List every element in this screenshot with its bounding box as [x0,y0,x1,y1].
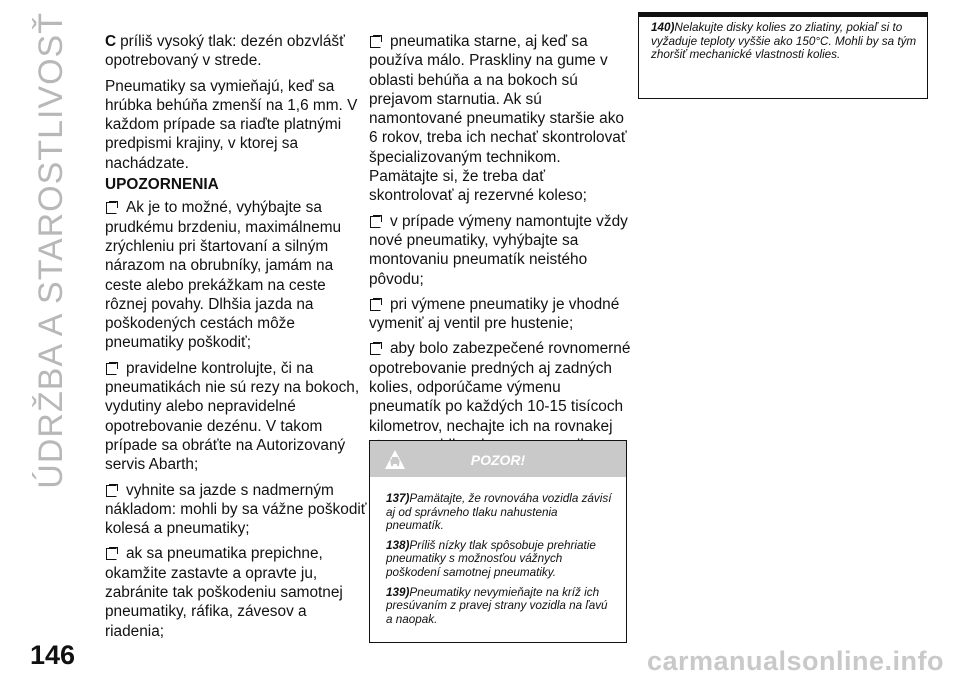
warning-note [386,492,616,533]
note-number: 140) [651,21,675,34]
list-item [105,481,367,539]
list-item [105,544,367,640]
checkbox-bullet-icon [369,215,382,227]
note-text: Príliš nízky tlak spôsobuje prehriatie pneumatiky s možnosťou vážnych poškodení samotnej pneumatiky. [386,538,596,579]
note-text: Nelakujte disky kolies zo zliatiny, pokiaľ si to vyžaduje teploty vyššie ako 150°C. Mohli by sa tým zhoršiť mechanické vlastnosti kolies. [651,21,917,62]
list-item-text: Ak je to možné, vyhýbajte sa prudkému brzdeniu, maximálnemu zrýchleniu pri štartovaní a silným nárazom na obrubníky, jamám na ceste alebo prekážkam na ceste rôznej povahy. Dlhšia jazda na poškodených cestách môže pneumatiky poškodiť; [105,199,342,352]
list-item-text: pravidelne kontrolujte, či na pneumatikách nie sú rezy na bokoch, vydutiny alebo nepravidelné opotrebovanie dezénu. V takom prípade sa obráťte na Autorizovaný servis Abarth; [105,359,360,474]
note-number: 139) [386,585,410,599]
warnings-heading: UPOZORNENIA [105,176,219,194]
list-item-text: pri výmene pneumatiky je vhodné vymeniť aj ventil pre hustenie; [369,295,620,333]
list-item-text: v prípade výmeny namontujte vždy nové pneumatiky, vyhýbajte sa montovaniu pneumatík neistého pôvodu; [369,212,628,288]
text-column-1 [105,32,367,647]
checkbox-bullet-icon [369,342,382,354]
checkbox-bullet-icon [105,484,118,496]
list-item-text: vyhnite sa jazde s nadmerným nákladom: mohli by sa vážne poškodiť kolesá a pneumatiky; [105,481,367,538]
warning-body [370,477,626,626]
list-item [369,295,631,334]
list-item-text: ak sa pneumatika prepichne, okamžite zastavte a opravte ju, zabránite tak poškodeniu samotnej pneumatiky, ráfika, závesov a riadenia; [105,545,343,640]
section-title-text: ÚDRŽBA A STAROSTLIVOSŤ [31,12,70,489]
note-box-140 [638,12,928,99]
page-number: 146 [30,640,76,670]
checkbox-bullet-icon [369,35,382,47]
item-c-text: príliš vysoký tlak: dezén obzvlášť opotrebovaný v strede. [105,33,345,70]
warning-header [370,441,626,477]
list-item [105,198,367,352]
tread-item-c [105,32,367,71]
tread-paragraph: Pneumatiky sa vymieňajú, keď sa hrúbka behúňa zmenší na 1,6 mm. V každom prípade sa riaďte platnými predpismi krajiny, v ktorej sa nachádzate. [105,77,358,172]
note-number: 138) [386,538,410,552]
item-c-letter: C [105,33,117,50]
warning-box [369,440,627,643]
list-item-text: aby bolo zabezpečené rovnomerné opotrebovanie predných aj zadných kolies, odporúčame výmenu pneumatík po každých 10-15 tisícoch kilometrov, nechajte ich na rovnakej [369,340,631,435]
warning-title: POZOR! [470,452,526,468]
list-item [369,212,631,289]
text-column-2 [369,32,631,481]
note-text: Pneumatiky nevymieňajte na kríž ich presúvaním z pravej strany vozidla na ľavú a naopak. [386,585,608,626]
list-item [369,32,631,206]
warning-note [386,539,616,580]
checkbox-bullet-icon [369,298,382,310]
watermark: carmanualsonline.info [646,646,944,676]
note-number: 137) [386,492,410,505]
checkbox-bullet-icon [105,362,118,374]
section-title [26,12,76,489]
list-item [105,359,367,475]
warning-note [386,586,616,627]
checkbox-bullet-icon [105,547,118,559]
checkbox-bullet-icon [105,201,118,213]
note-text: Pamätajte, že rovnováha vozidla závisí aj od správneho tlaku nahustenia pneumatík. [386,492,612,533]
list-item-text: pneumatika starne, aj keď sa používa málo. Praskliny na gume v oblasti behúňa a na bokoch sú prejavom starnutia. Ak sú namontované pneumatiky staršie ako 6 rokov, treba ich nechať skontrolovať špecializovaným technikom. Pamätajte si, že treba dať skontrolovať aj rezervné koleso; [369,33,627,205]
